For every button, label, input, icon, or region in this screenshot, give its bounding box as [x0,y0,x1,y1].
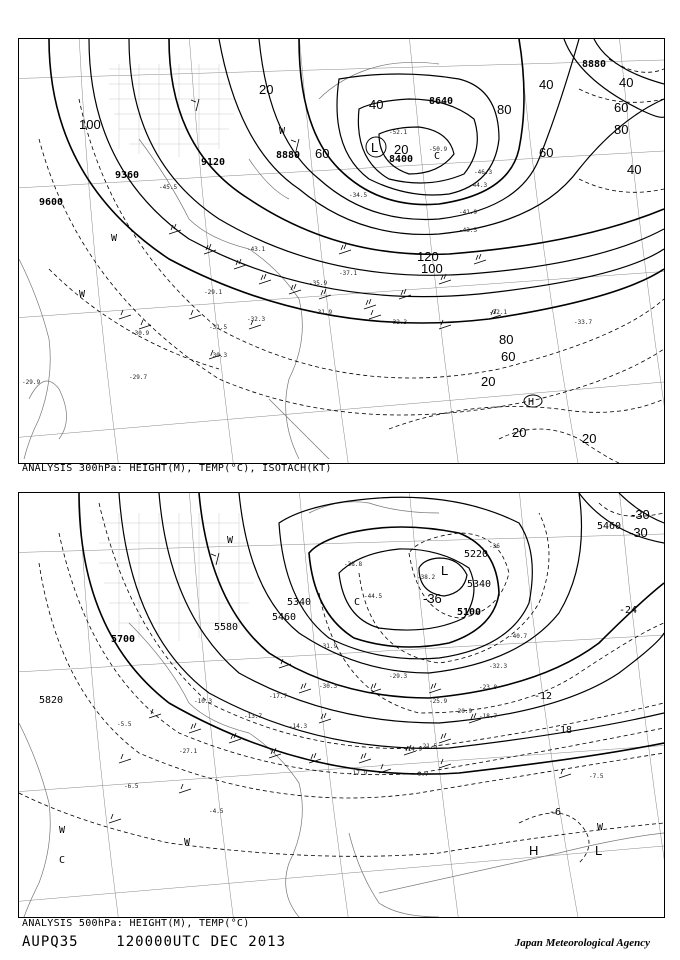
wind-mark: C [434,151,441,162]
temp-label: -9.7 [414,771,429,778]
agency-credit: Japan Meteorological Agency [514,937,650,949]
temp-label: -32.3 [489,663,508,670]
temp-label: -38.2 [417,574,436,581]
temp-label: -52.1 [389,129,408,136]
temp-label: -32.3 [247,316,266,323]
wind-mark: W [111,233,118,244]
height-contours-500 [79,493,664,774]
map-300hpa-canvas [19,39,664,463]
temp-label: -43.1 [247,246,266,253]
chart-datetime: 120000UTC DEC 2013 [116,934,287,950]
temp-label: -32.1 [489,309,508,316]
temp-label: -25.9 [429,698,448,705]
temp-label: -30 [629,525,648,540]
isotach-label: 100 [421,261,443,276]
isotach-label: 20 [512,425,527,440]
height-label: 8400 [389,154,414,165]
temp-label: -23.0 [479,684,498,691]
height-label: 5460 [272,612,297,623]
caption-500hpa: ANALYSIS 500hPa: HEIGHT(M), TEMP(°C) [22,918,250,929]
isotach-label: 40 [627,162,642,177]
wind-mark: W [597,822,604,833]
temp-label: -30.3 [209,352,228,359]
isotach-label: 40 [369,97,384,112]
temp-label: -43.5 [459,227,478,234]
temp-contours-500 [19,503,664,863]
temp-label: -29.1 [204,289,223,296]
map-500hpa [18,492,665,918]
temp-label: -31.9 [319,643,338,650]
isotach-label: 100 [79,117,101,132]
isotach-label: 60 [539,145,554,160]
height-label: 5340 [287,597,312,608]
isotach-label: 20 [394,142,409,157]
temp-label: -12 [534,691,553,702]
height-label: 5340 [467,579,492,590]
temp-label: -6.5 [124,783,139,790]
low-pressure-center: L [441,563,449,578]
temp-label: -5.5 [117,721,132,728]
temp-label: -21.5 [419,743,438,750]
temp-label: -44.5 [364,593,383,600]
temp-label: -38.8 [344,561,363,568]
isotach-labels-300 [79,75,641,446]
wind-mark: C [59,855,66,866]
isotach-label: 20 [582,431,597,446]
temp-label: -18 [554,725,573,736]
temp-label: -50.9 [429,146,448,153]
map-500hpa-canvas [19,493,664,917]
wind-mark: W [184,837,191,848]
wind-mark: W [59,825,66,836]
isotach-label: 60 [315,146,330,161]
temp-label: -44.3 [469,182,488,189]
temp-label: -37.1 [339,270,358,277]
wind-mark: W [279,126,286,137]
isotach-label: 60 [501,349,516,364]
temp-label: -20.9 [454,708,473,715]
isotach-label: 60 [614,100,629,115]
height-label: 5820 [39,695,64,706]
isotach-label: 120 [417,249,439,264]
wind-marks-500 [59,535,604,866]
temp-label: -30 [631,507,650,522]
wind-marks-300 [79,126,440,300]
wind-mark: W [227,535,234,546]
temp-label: -27.1 [179,748,198,755]
temp-label: -33.7 [574,319,593,326]
isotach-label: 80 [614,122,629,137]
temp-label: -31.5 [209,324,228,331]
chart-identifier [22,934,286,950]
map-300hpa [18,38,665,464]
height-label: 9600 [39,197,64,208]
height-label: 5460 [597,521,622,532]
temp-label: -36 [423,591,442,606]
temp-label: -30.9 [131,330,150,337]
height-label: 8880 [582,59,607,70]
temp-label: -46.3 [474,169,493,176]
temp-label: -4.5 [209,808,224,815]
height-label: 5700 [111,634,136,645]
height-label: 8640 [429,96,454,107]
temp-label: -41.9 [459,209,478,216]
graticule-300 [19,39,664,463]
isotach-label: 40 [619,75,634,90]
low-pressure-center: L [595,843,603,858]
temp-label: -17.9 [349,770,368,777]
graticule-500 [19,493,664,917]
height-label: 5220 [464,549,489,560]
high-pressure-center: H [528,397,535,408]
temp-label: -31.9 [314,309,333,316]
temp-label: -40.7 [509,633,528,640]
temp-label: -36 [489,543,500,550]
high-pressure-center: H [529,843,539,858]
isotach-label: 40 [539,77,554,92]
temp-label: -29.9 [22,379,41,386]
isotach-label: 20 [481,374,496,389]
caption-300hpa: ANALYSIS 300hPa: HEIGHT(M), TEMP(°C), ISOTACH(KT) [22,463,332,474]
temp-label: -32.3 [389,319,408,326]
temp-label: -10.3 [194,698,213,705]
height-label: 5100 [457,607,482,618]
height-label: 9120 [201,157,226,168]
temp-label: -14.3 [289,723,308,730]
temp-label: -35.9 [309,280,328,287]
chart-code: AUPQ35 [22,934,79,950]
temp-label: -30.3 [319,683,338,690]
isotach-label: 80 [499,332,514,347]
height-label: 5580 [214,622,239,633]
height-label: 8880 [276,150,301,161]
temp-label: -13.7 [244,713,263,720]
temp-label: -34.5 [349,192,368,199]
wind-mark: C [354,597,361,608]
height-label: 9360 [115,170,140,181]
temp-label: -24 [619,605,638,616]
temp-label: -14.9 [404,746,423,753]
temp-label: -17.7 [269,693,288,700]
isotach-label: 20 [259,82,274,97]
low-pressure-center: L [371,140,379,155]
temp-label: -18.7 [479,713,498,720]
temp-label: -6 [549,807,562,818]
isotach-label: 80 [497,102,512,117]
wind-mark: W [79,289,86,300]
wind-barbs-500 [109,553,571,823]
temp-label: -29.3 [389,673,408,680]
temp-label: -7.5 [589,773,604,780]
temp-label: -29.7 [129,374,148,381]
temp-label: -45.5 [159,184,178,191]
